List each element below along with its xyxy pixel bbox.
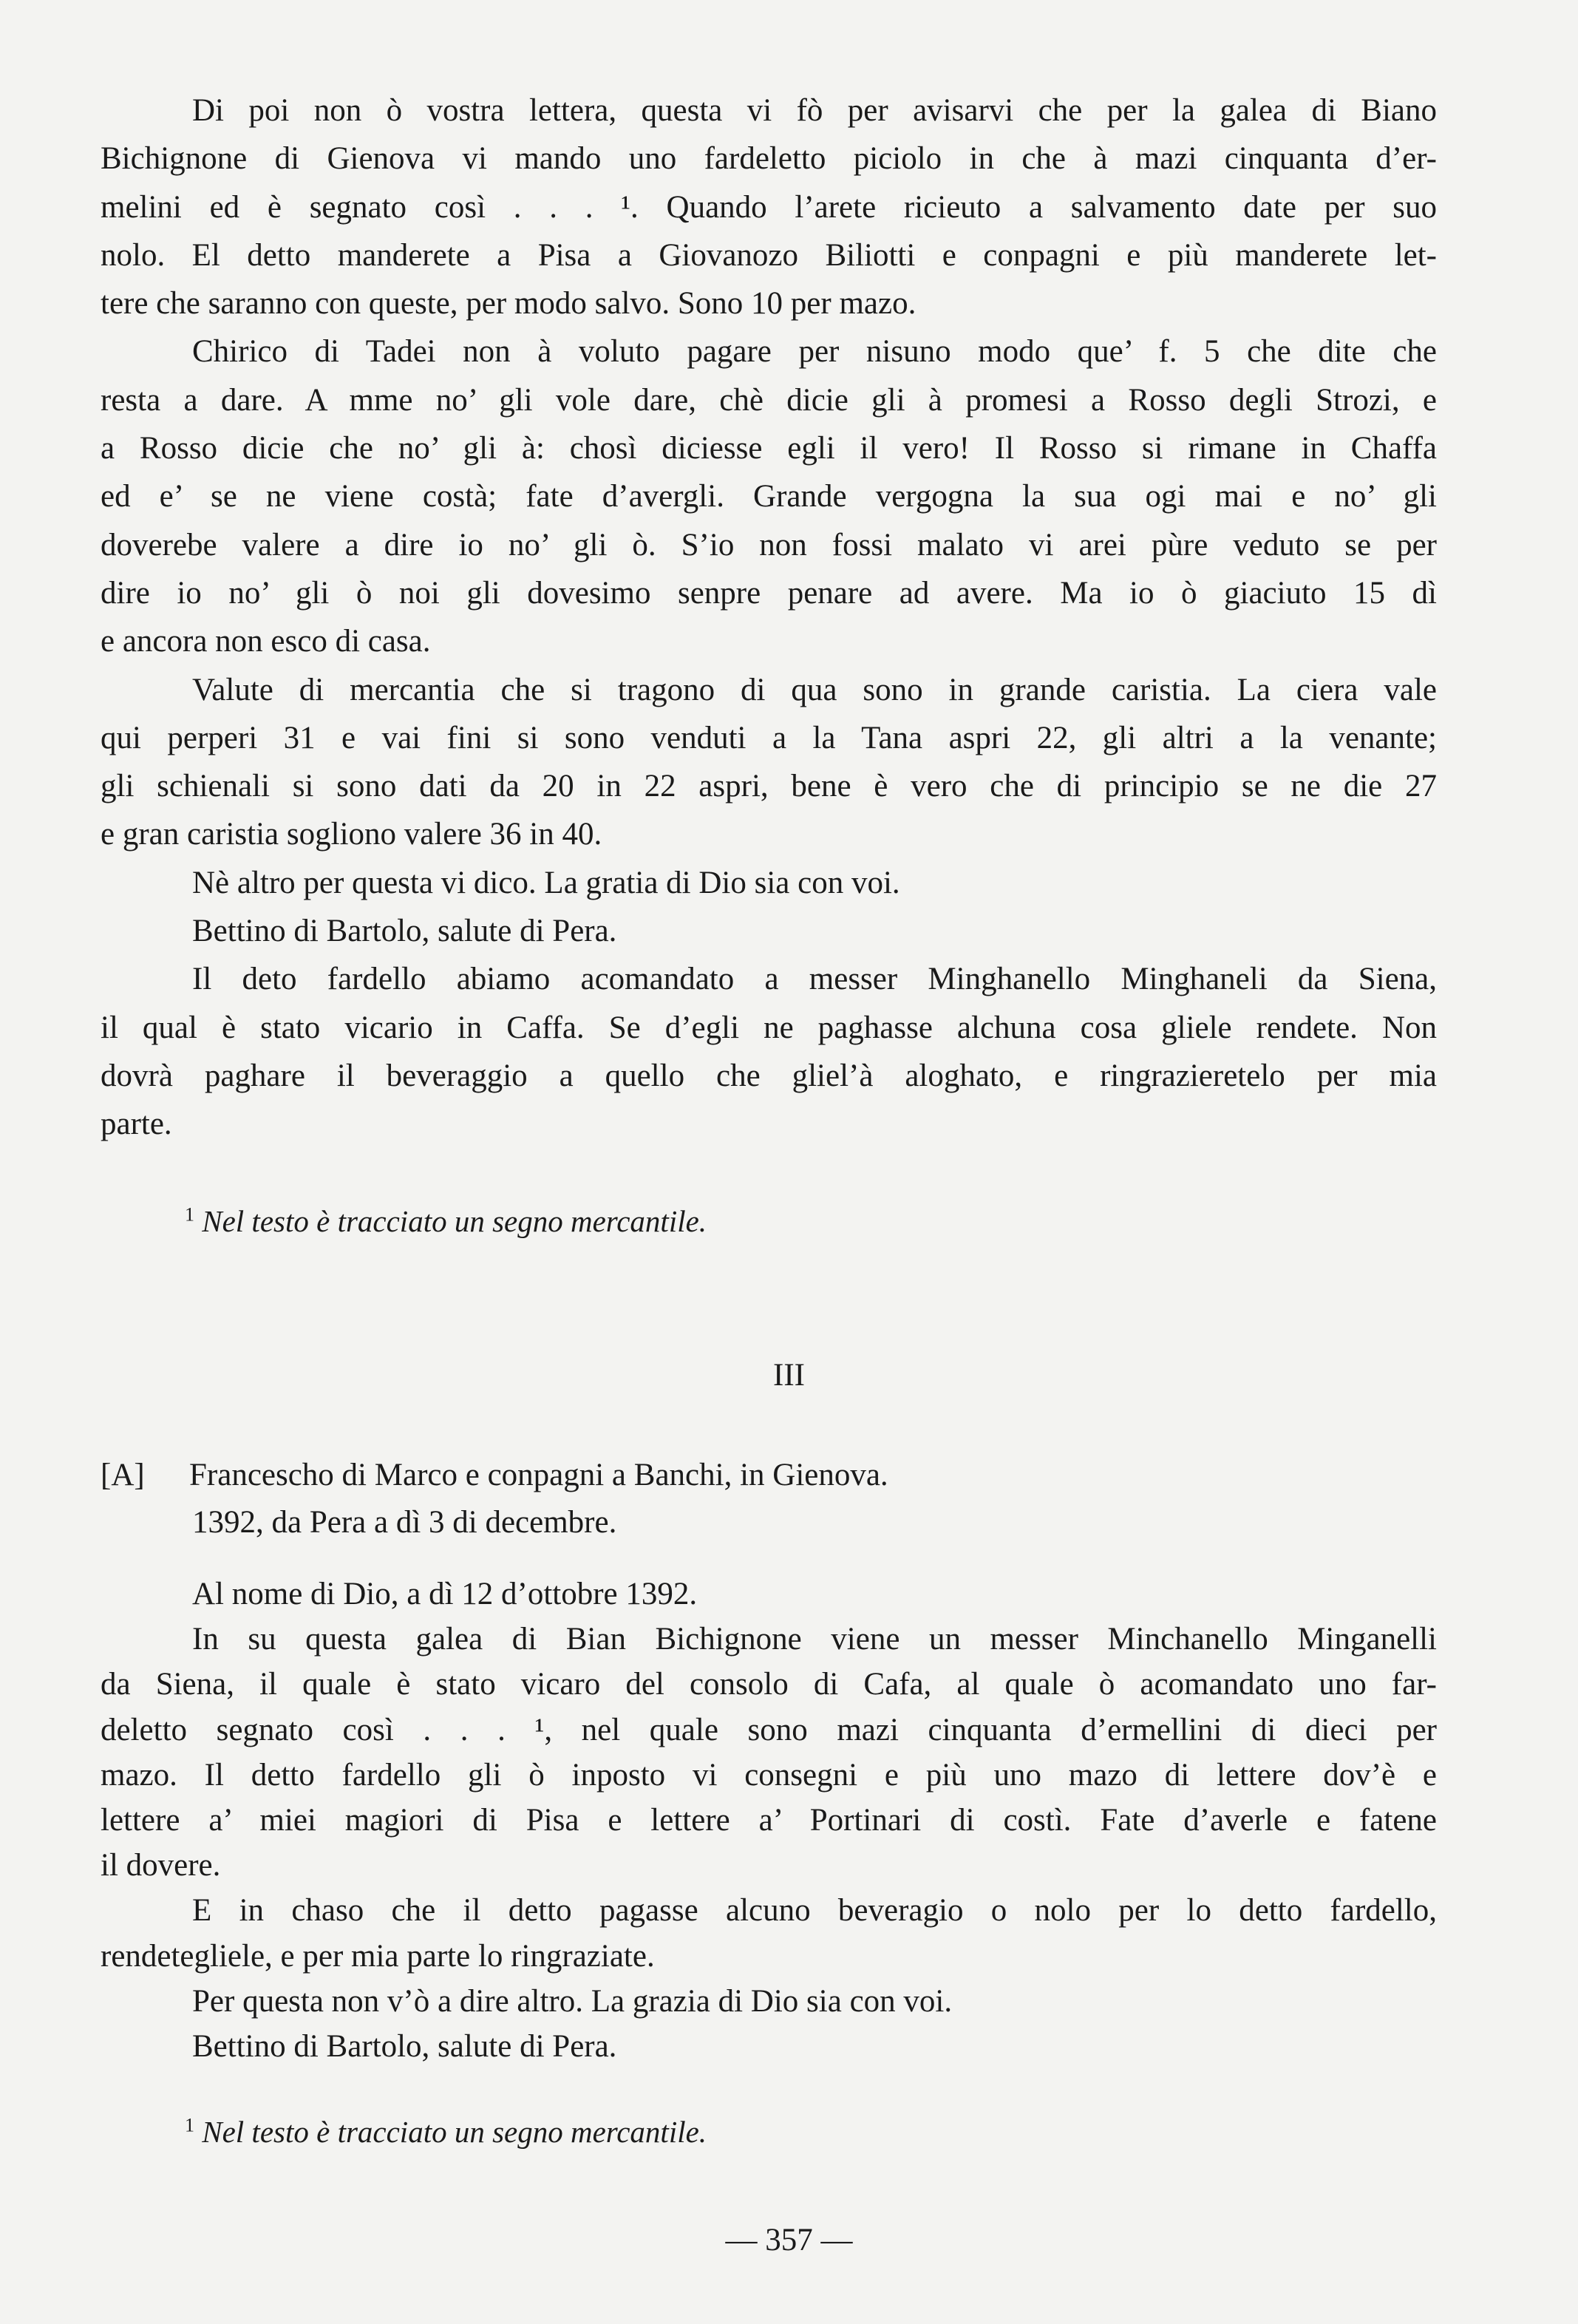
letter-date: 1392, da Pera a dì 3 di decembre. bbox=[192, 1505, 617, 1540]
text-line: e ancora non esco di casa. bbox=[101, 624, 431, 659]
section-heading: III bbox=[773, 1358, 805, 1393]
text-line: E in chaso che il detto pagasse alcuno beveragio o nolo per lo detto fardello, bbox=[192, 1893, 1437, 1929]
text-line: nolo. El detto manderete a Pisa a Giovanozo Biliotti e conpagni e più manderete let- bbox=[101, 237, 1437, 273]
footnote-2 bbox=[185, 2114, 707, 2150]
text-line: Al nome di Dio, a dì 12 d’ottobre 1392. bbox=[192, 1577, 698, 1611]
text-line: il dovere. bbox=[101, 1848, 221, 1883]
text-line: Bettino di Bartolo, salute di Pera. bbox=[192, 2028, 617, 2064]
text-line: dire io no’ gli ò noi gli dovesimo senpre penare ad avere. Ma io ò giaciuto 15 dì bbox=[101, 575, 1437, 611]
text-line: gli schienali si sono dati da 20 in 22 aspri, bene è vero che di principio se ne die 27 bbox=[101, 769, 1437, 804]
text-line: melini ed è segnato così . . . ¹. Quando l’arete ricieuto a salvamento date per suo bbox=[101, 189, 1437, 225]
footnote-mark: 1 bbox=[185, 1203, 194, 1226]
text-line: deletto segnato così . . . ¹, nel quale sono mazi cinquanta d’ermellini di dieci per bbox=[101, 1712, 1437, 1747]
text-line: il qual è stato vicario in Caffa. Se d’egli ne paghasse alchuna cosa gliele rendete. Non bbox=[101, 1010, 1437, 1045]
section-1-text bbox=[101, 86, 1437, 1149]
text-line: Valute di mercantia che si tragono di qua sono in grande caristia. La ciera vale bbox=[192, 672, 1437, 707]
text-line: lettere a’ miei magiori di Pisa e lettere a’ Portinari di costì. Fate d’averle e fatene bbox=[101, 1802, 1437, 1838]
text-line: resta a dare. A mme no’ gli vole dare, chè dicie gli à promesi a Rosso degli Strozi, e bbox=[101, 382, 1437, 418]
footnote-text: Nel testo è tracciato un segno mercantile. bbox=[202, 2115, 707, 2149]
text-line: Bettino di Bartolo, salute di Pera. bbox=[192, 914, 617, 949]
text-line: da Siena, il quale è stato vicaro del consolo di Cafa, al quale ò acomandato uno far- bbox=[101, 1667, 1437, 1702]
text-line: tere che saranno con queste, per modo salvo. Sono 10 per mazo. bbox=[101, 286, 916, 322]
text-line: a Rosso dicie che no’ gli à: chosì diciesse egli il vero! Il Rosso si rimane in Chaffa bbox=[101, 431, 1437, 466]
text-line: e gran caristia sogliono valere 36 in 40. bbox=[101, 817, 602, 852]
text-line: Di poi non ò vostra lettera, questa vi fò per avisarvi che per la galea di Biano bbox=[192, 93, 1437, 128]
text-line: Bichignone di Gienova vi mando uno fardeletto piciolo in che à mazi cinquanta d’er- bbox=[101, 141, 1437, 177]
text-line: parte. bbox=[101, 1107, 172, 1142]
letter-header bbox=[101, 1452, 888, 1546]
text-line: In su questa galea di Bian Bichignone viene un messer Minchanello Minganelli bbox=[192, 1622, 1437, 1657]
letter-tag: [A] bbox=[101, 1458, 145, 1492]
text-line: mazo. Il detto fardello gli ò inposto vi consegni e più uno mazo di lettere dov’è e bbox=[101, 1757, 1437, 1793]
letter-address: Francescho di Marco e conpagni a Banchi, in Gienova. bbox=[189, 1458, 888, 1492]
text-line: qui perperi 31 e vai fini si sono venduti a la Tana aspri 22, gli altri a la venante; bbox=[101, 720, 1437, 755]
text-line: Nè altro per questa vi dico. La gratia di Dio sia con voi. bbox=[192, 865, 900, 900]
page-number: — 357 — bbox=[725, 2223, 853, 2257]
text-line: Chirico di Tadei non à voluto pagare per nisuno modo que’ f. 5 che dite che bbox=[192, 334, 1437, 370]
footnote-mark: 1 bbox=[185, 2114, 194, 2136]
text-line: Il deto fardello abiamo acomandato a messer Minghanello Minghaneli da Siena, bbox=[192, 962, 1437, 997]
text-line: ed e’ se ne viene costà; fate d’avergli. Grande vergogna la sua ogi mai e no’ gli bbox=[101, 479, 1437, 514]
section-2-text bbox=[101, 1572, 1437, 2069]
text-line: Per questa non v’ò a dire altro. La grazia di Dio sia con voi. bbox=[192, 1983, 953, 2019]
text-line: rendetegliele, e per mia parte lo ringraziate. bbox=[101, 1938, 655, 1974]
footnote-text: Nel testo è tracciato un segno mercantile. bbox=[202, 1204, 707, 1238]
footnote-1 bbox=[185, 1203, 707, 1239]
text-line: doverebe valere a dire io no’ gli ò. S’io non fossi malato vi arei pùre veduto se per bbox=[101, 527, 1437, 563]
text-line: dovrà paghare il beveraggio a quello che gliel’à aloghato, e ringrazieretelo per mia bbox=[101, 1058, 1437, 1093]
